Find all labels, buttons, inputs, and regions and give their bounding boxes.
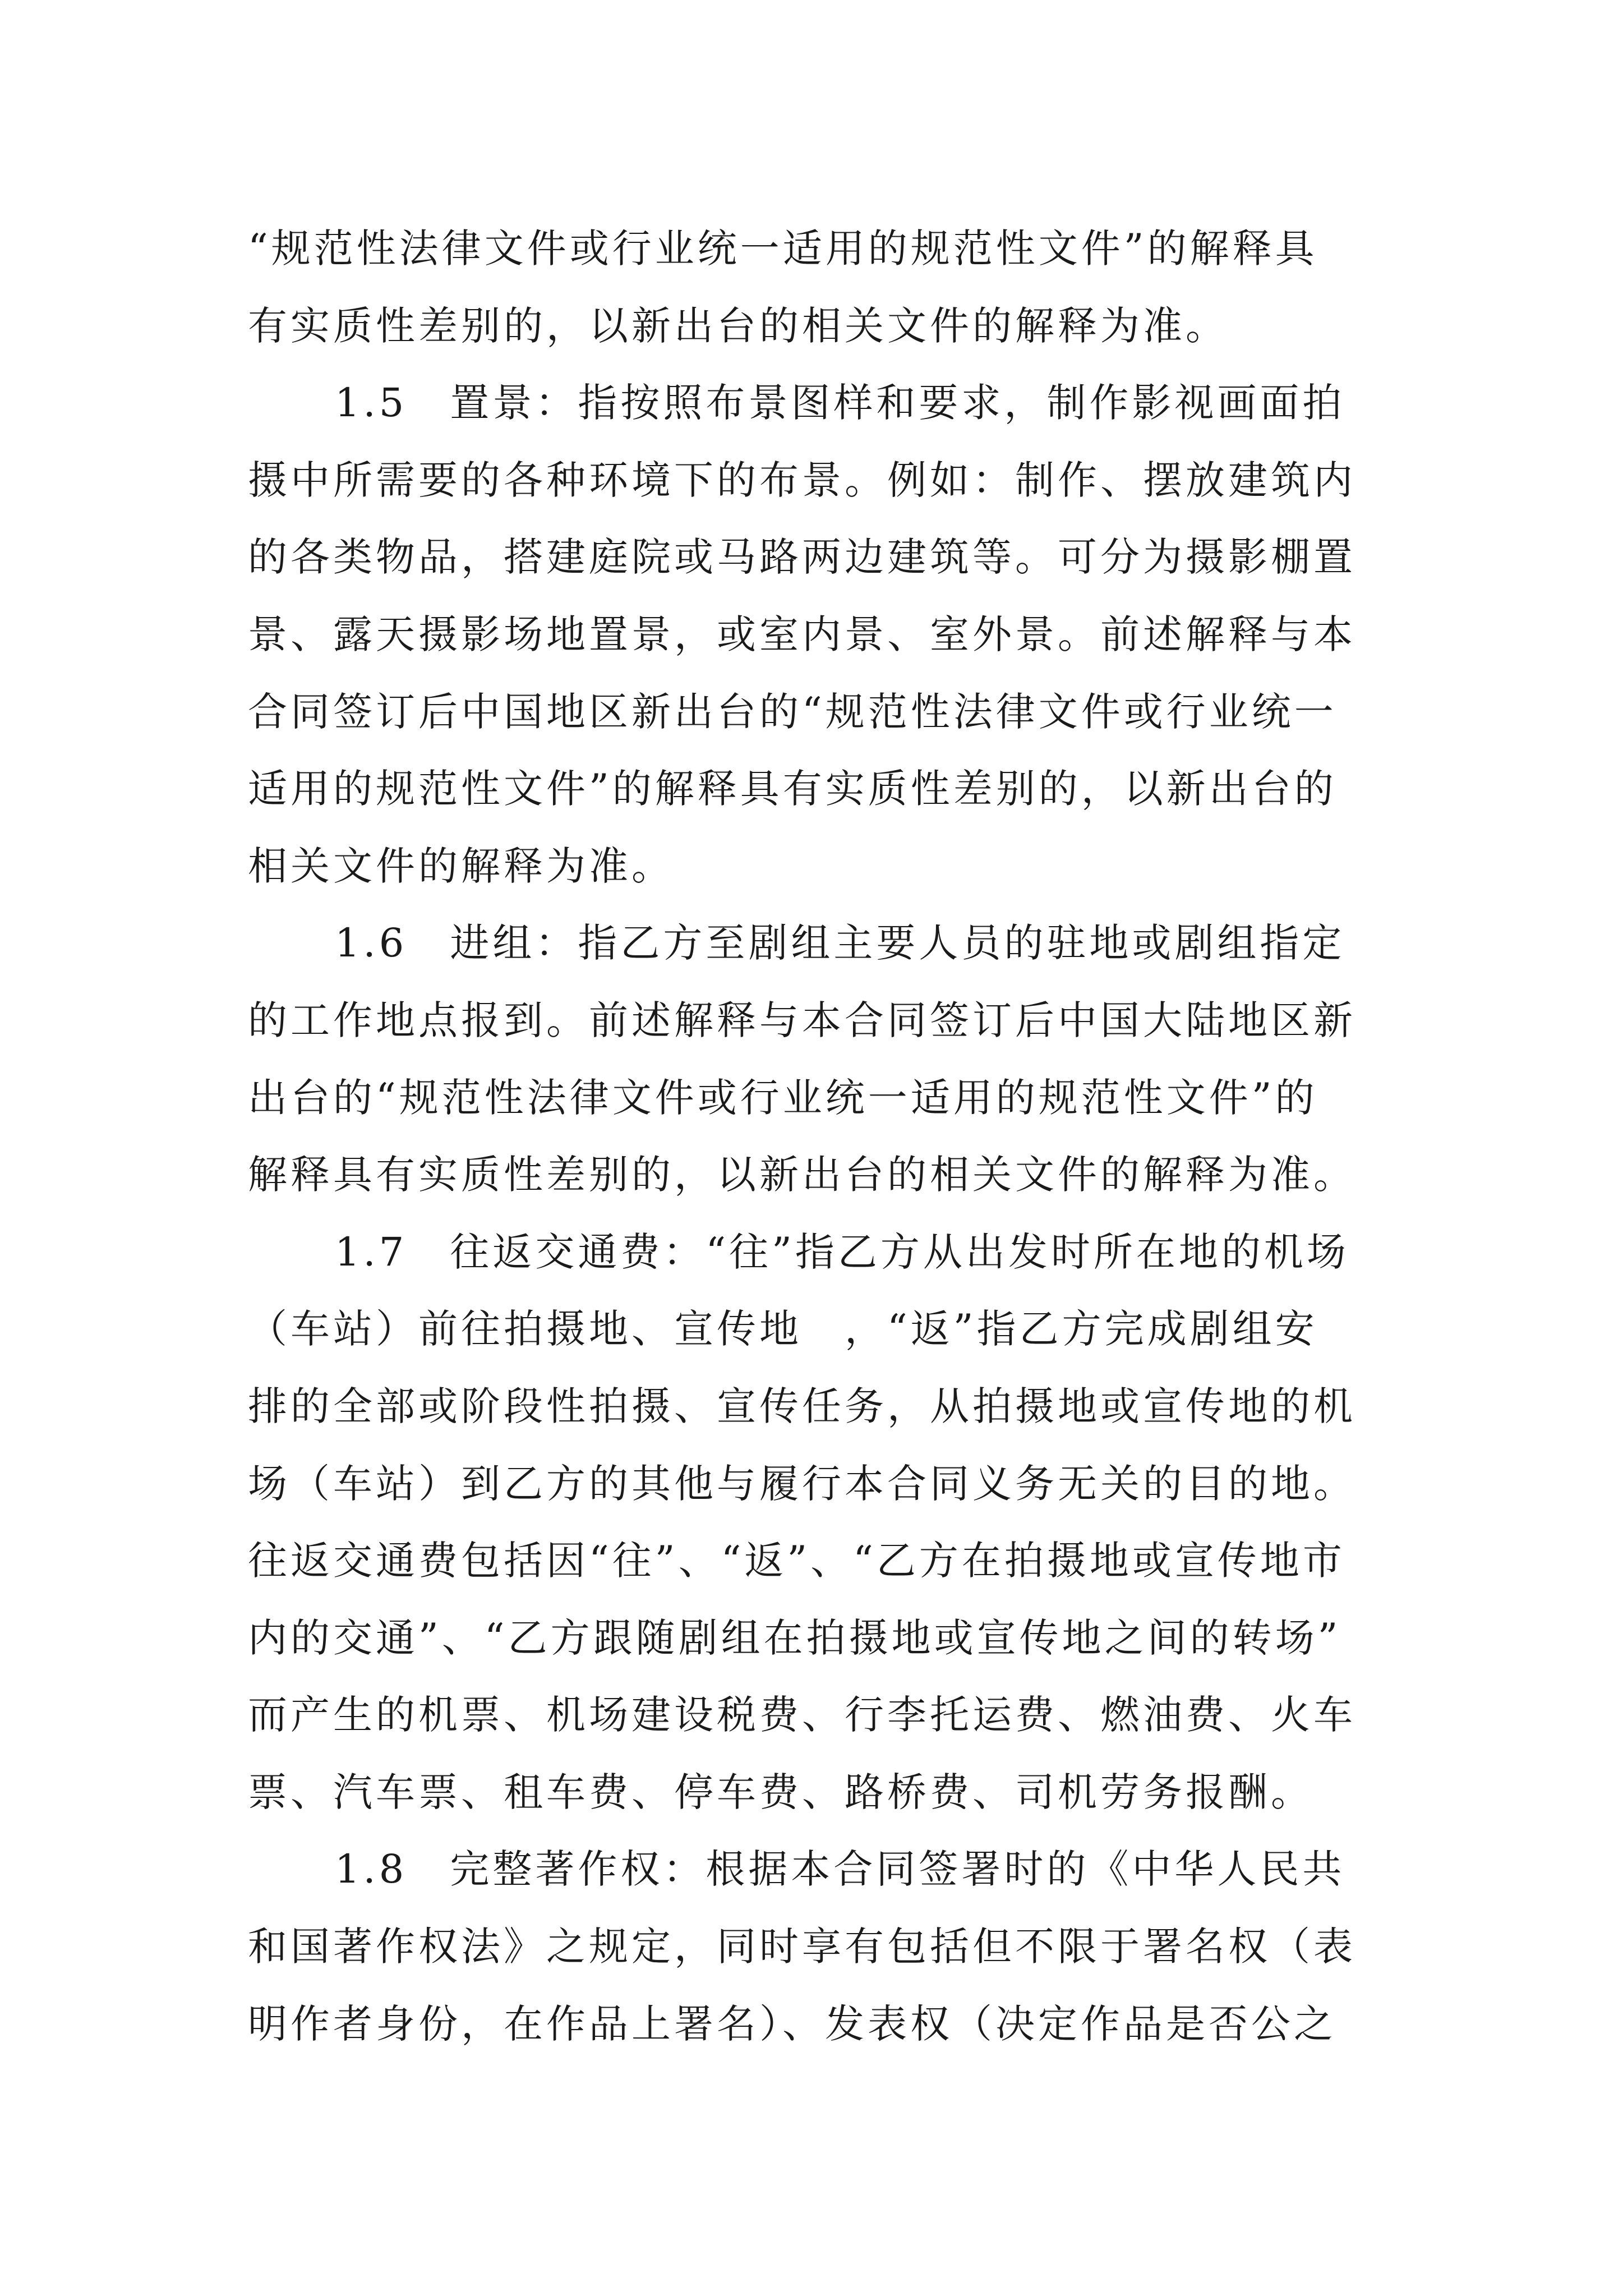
text-line: 而产生的机票、机场建设税费、行李托运费、燃油费、火车 [248,1692,1356,1738]
text-line: 适用的规范性文件”的解释具有实质性差别的，以新出台的 [248,766,1337,812]
text-line: 内的交通”、“乙方跟随剧组在拍摄地或宣传地之间的转场” [248,1614,1341,1661]
text-line: “规范性法律文件或行业统一适用的规范性文件”的解释具 [248,226,1318,272]
clause-1-7-heading-line: 1.7 往返交通费：“往”指乙方从出发时所在地的机场 [335,1228,1349,1275]
text-line: 明作者身份，在作品上署名）、发表权（决定作品是否公之 [248,2000,1336,2047]
text-line: 的各类物品，搭建庭院或马路两边建筑等。可分为摄影棚置 [248,534,1356,581]
text-line: 有实质性差别的，以新出台的相关文件的解释为准。 [248,302,1228,349]
text-line: 的工作地点报到。前述解释与本合同签订后中国大陆地区新 [248,997,1356,1043]
text-line: 相关文件的解释为准。 [248,843,674,889]
text-line: 和国著作权法》之规定，同时享有包括但不限于署名权（表 [248,1924,1356,1970]
text-line: 解释具有实质性差别的，以新出台的相关文件的解释为准。 [248,1152,1356,1198]
clause-1-5-heading-line: 1.5 置景：指按照布景图样和要求，制作影视画面拍 [335,380,1345,426]
clause-1-6-heading-line: 1.6 进组：指乙方至剧组主要人员的驻地或剧组指定 [335,920,1345,967]
text-line: 票、汽车票、租车费、停车费、路桥费、司机劳务报酬。 [248,1769,1313,1815]
text-line: 排的全部或阶段性拍摄、宣传任务，从拍摄地或宣传地的机 [248,1383,1356,1429]
text-line: 出台的“规范性法律文件或行业统一适用的规范性文件”的 [248,1074,1318,1121]
text-line: 场（车站）到乙方的其他与履行本合同义务无关的目的地。 [248,1460,1356,1507]
contract-text-body [248,210,1392,2063]
text-line: 景、露天摄影场地置景，或室内景、室外景。前述解释与本 [248,611,1356,657]
clause-1-8-heading-line: 1.8 完整著作权：根据本合同签署时的《中华人民共 [335,1846,1345,1893]
text-line: 合同签订后中国地区新出台的“规范性法律文件或行业统一 [248,688,1337,735]
text-line: 往返交通费包括因“往”、“返”、“乙方在拍摄地或宣传地市 [248,1538,1345,1584]
text-line: 摄中所需要的各种环境下的布景。例如：制作、摆放建筑内 [248,457,1356,503]
text-line: （车站）前往拍摄地、宣传地 ，“返”指乙方完成剧组安 [248,1306,1318,1352]
